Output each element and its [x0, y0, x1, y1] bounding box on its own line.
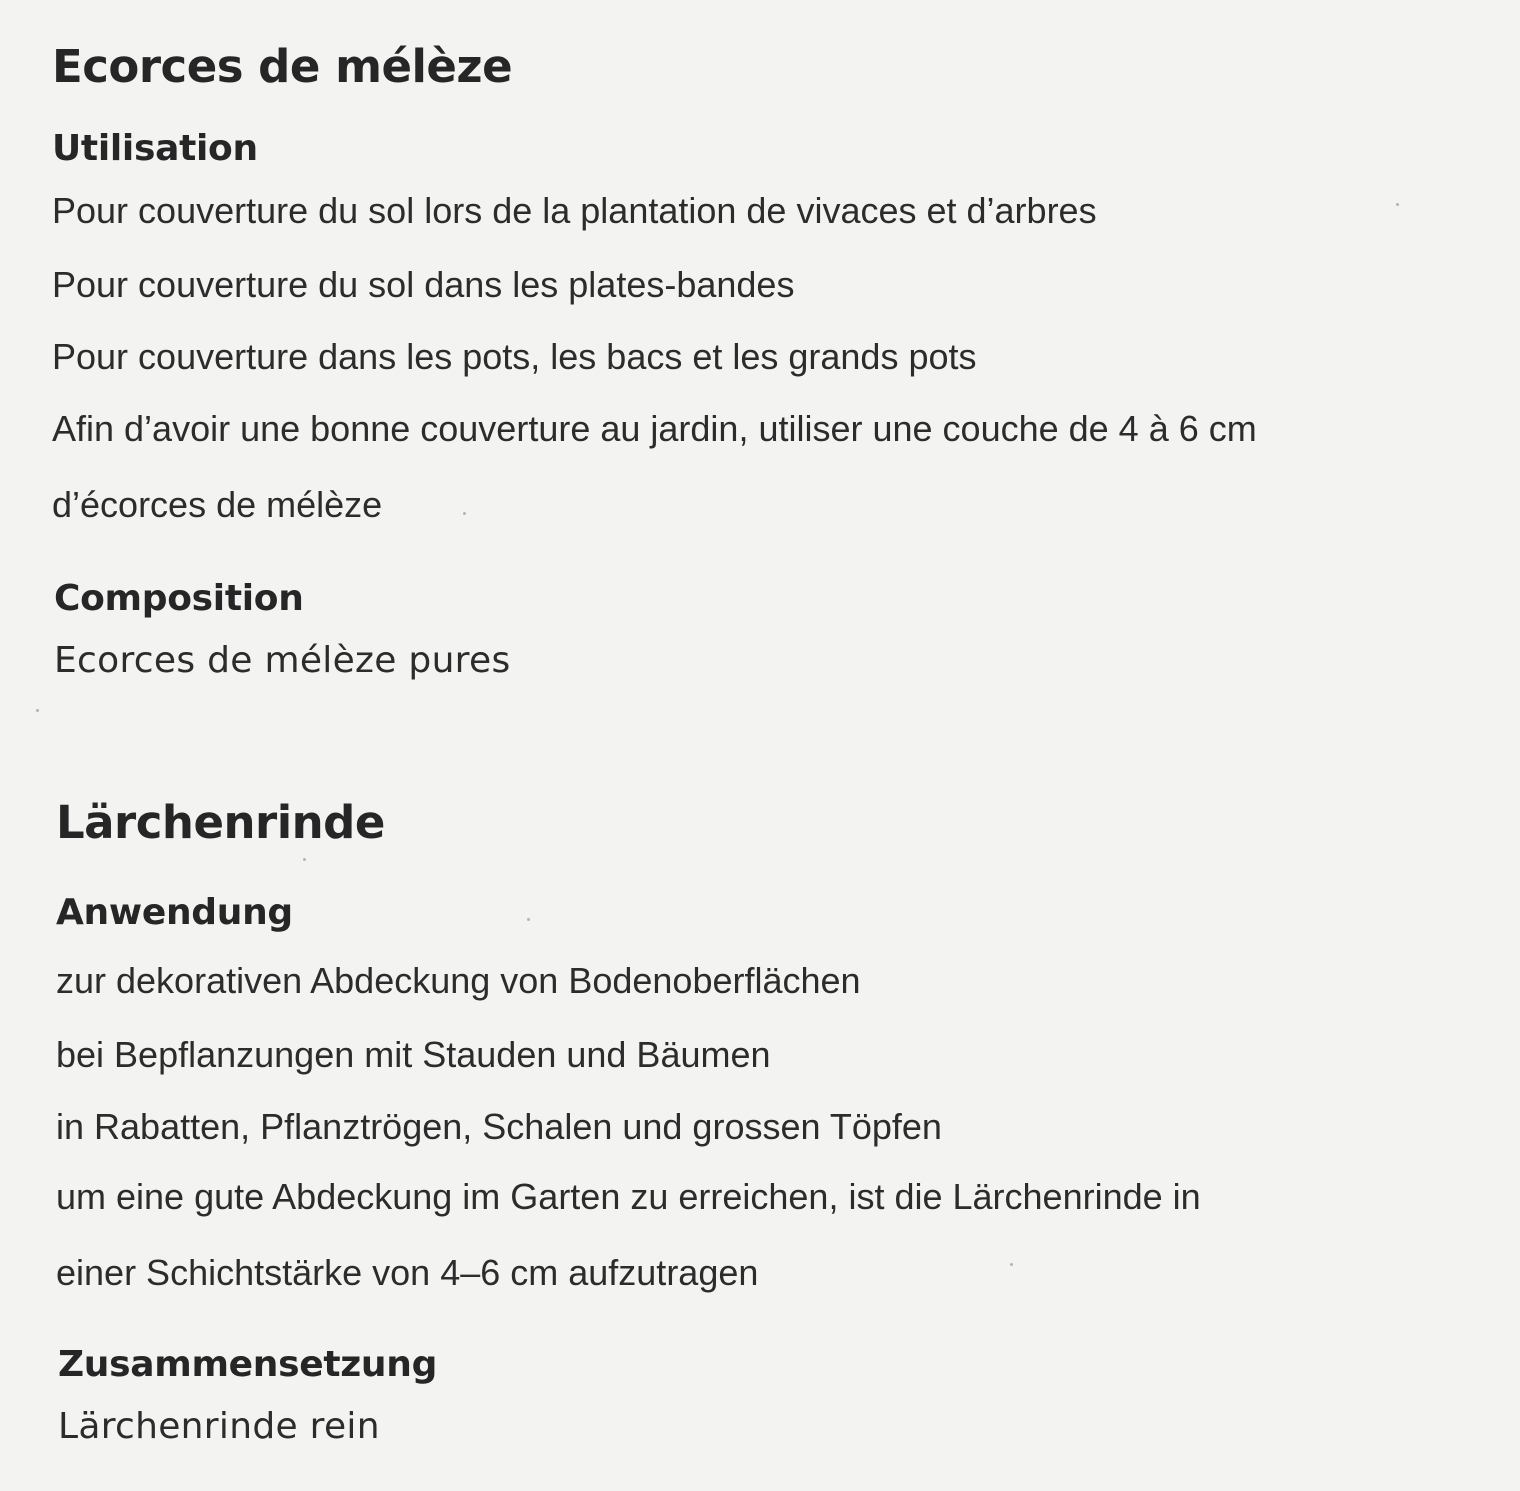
french-usage-line: Afin d’avoir une bonne couverture au jardin, utiliser une couche de 4 à 6 cm [52, 408, 1257, 449]
scan-speck [527, 918, 530, 921]
french-usage-line: Pour couverture du sol lors de la plantation de vivaces et d’arbres [52, 190, 1097, 231]
french-title: Ecorces de mélèze [52, 40, 513, 93]
scan-speck [36, 709, 39, 712]
scan-speck [303, 858, 306, 861]
scan-speck [1396, 203, 1399, 206]
french-usage-line: Pour couverture du sol dans les plates-bandes [52, 264, 795, 305]
french-composition-heading: Composition [54, 578, 304, 619]
german-usage-line: bei Bepflanzungen mit Stauden und Bäumen [56, 1034, 771, 1075]
german-usage-line: in Rabatten, Pflanztrögen, Schalen und grossen Töpfen [56, 1106, 942, 1147]
scan-speck [1010, 1263, 1013, 1266]
french-usage-line: Pour couverture dans les pots, les bacs et les grands pots [52, 336, 977, 377]
german-title: Lärchenrinde [56, 796, 385, 849]
french-usage-heading: Utilisation [52, 128, 258, 169]
german-usage-line: um eine gute Abdeckung im Garten zu erreichen, ist die Lärchenrinde in [56, 1176, 1201, 1217]
german-usage-line: zur dekorativen Abdeckung von Bodenoberflächen [56, 960, 861, 1001]
german-usage-heading: Anwendung [56, 892, 293, 933]
german-usage-line: einer Schichtstärke von 4–6 cm aufzutragen [56, 1252, 759, 1293]
german-composition-text: Lärchenrinde rein [58, 1406, 380, 1447]
french-usage-line: d’écorces de mélèze [52, 484, 383, 525]
scan-speck [463, 512, 466, 515]
german-composition-heading: Zusammensetzung [58, 1344, 438, 1385]
french-composition-text: Ecorces de mélèze pures [54, 640, 511, 681]
